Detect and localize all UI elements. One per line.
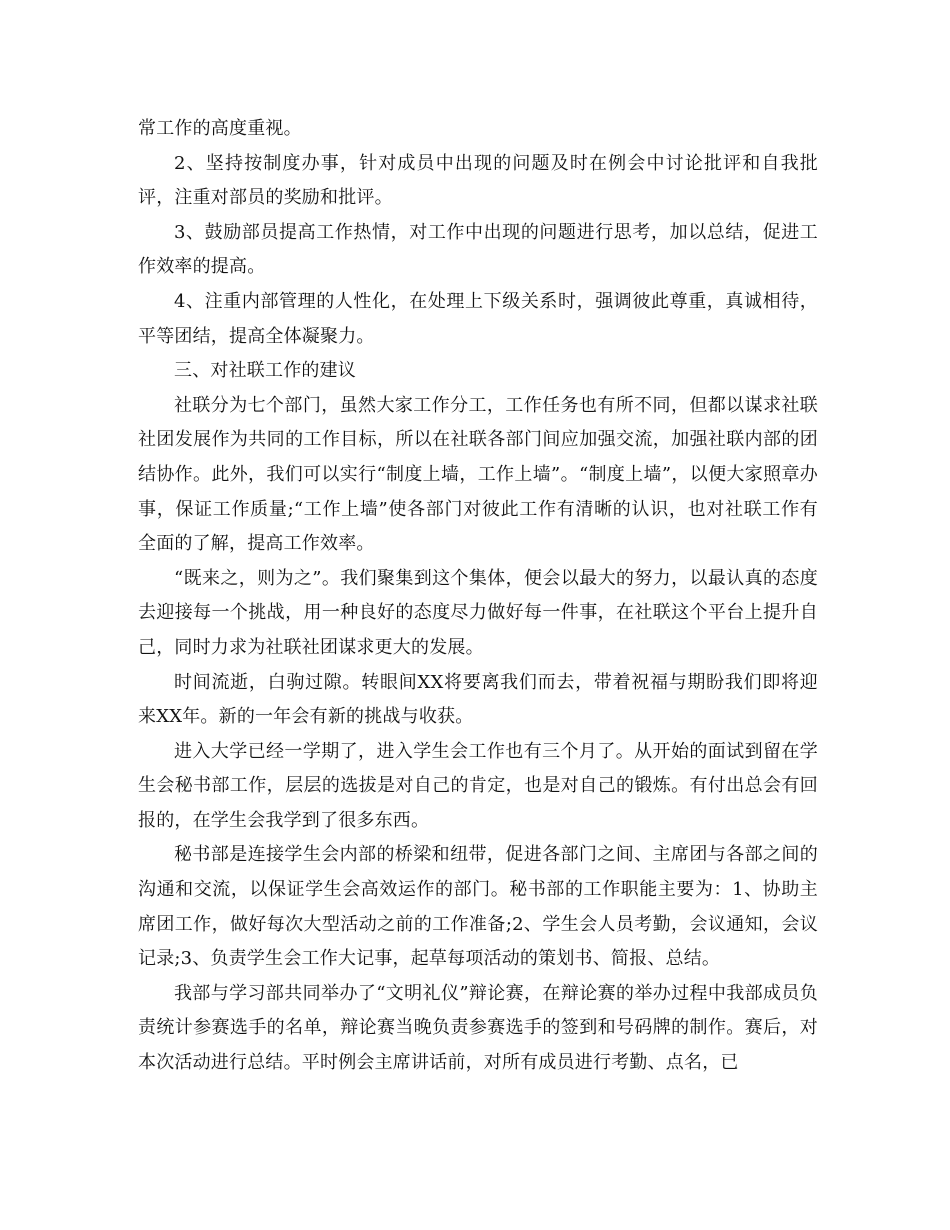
paragraph-10: 秘书部是连接学生会内部的桥梁和纽带，促进各部门之间、主席团与各部之间的沟通和交流，以保证学生会高效运作的部门。秘书部的工作职能主要为：1、协助主席团工作，做好每次大型活动之前的工作准备;2、学生会人员考勤，会议通知，会议记录;3、负责学生会工作大记事，起草每项活动的策划书、简报、总结。 — [138, 844, 818, 970]
paragraph-7: “既来之，则为之”。我们聚集到这个集体，便会以最大的努力，以最认真的态度去迎接每一个挑战，用一种良好的态度尽力做好每一件事，在社联这个平台上提升自己，同时力求为社联社团谋求更大的发展。 — [138, 567, 818, 658]
paragraph-3: 3、鼓励部员提高工作热情，对工作中出现的问题进行思考，加以总结，促进工作效率的提高。 — [138, 221, 818, 278]
paragraph-9: 进入大学已经一学期了，进入学生会工作也有三个月了。从开始的面试到留在学生会秘书部工作，层层的选拔是对自己的肯定，也是对自己的锻炼。有付出总会有回报的，在学生会我学到了很多东西。 — [138, 740, 818, 831]
paragraph-11: 我部与学习部共同举办了“文明礼仪”辩论赛，在辩论赛的举办过程中我部成员负责统计参赛选手的名单，辩论赛当晚负责参赛选手的签到和号码牌的制作。赛后，对本次活动进行总结。平时例会主席讲话前，对所有成员进行考勤、点名，已 — [138, 982, 818, 1074]
paragraph-8: 时间流逝，白驹过隙。转眼间XX将要离我们而去，带着祝福与期盼我们即将迎来XX年。新的一年会有新的挑战与收获。 — [138, 671, 818, 728]
document-body — [138, 112, 818, 1081]
section-heading: 三、对社联工作的建议 — [174, 360, 356, 382]
paragraph-2: 2、坚持按制度办事，针对成员中出现的问题及时在例会中讨论批评和自我批评，注重对部员的奖励和批评。 — [138, 152, 818, 209]
paragraph-6: 社联分为七个部门，虽然大家工作分工，工作任务也有所不同，但都以谋求社联社团发展作为共同的工作目标，所以在社联各部门间应加强交流，加强社联内部的团结协作。此外，我们可以实行“制度上墙，工作上墙”。“制度上墙”，以便大家照章办事，保证工作质量;“工作上墙”使各部门对彼此工作有清晰的认识，也对社联工作有全面的了解，提高工作效率。 — [138, 394, 818, 555]
paragraph-1: 常工作的高度重视。 — [138, 118, 302, 139]
paragraph-4: 4、注重内部管理的人性化，在处理上下级关系时，强调彼此尊重，真诚相待，平等团结，提高全体凝聚力。 — [138, 290, 818, 347]
